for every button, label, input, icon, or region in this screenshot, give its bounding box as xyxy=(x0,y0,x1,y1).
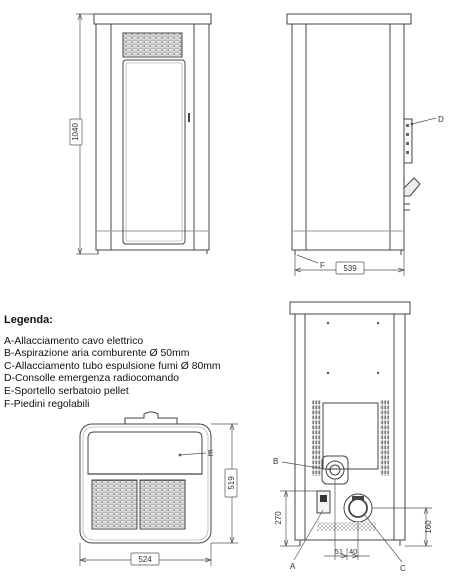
front-top-grille xyxy=(123,33,182,57)
pellet-hopper-lid xyxy=(88,432,202,474)
rear-top-cap xyxy=(290,302,410,314)
legend-item-c: C-Allacciamento tubo espulsione fumi Ø 80mm xyxy=(4,360,221,372)
outlet-height-label: 160 xyxy=(424,520,433,534)
width-dimension-label: 524 xyxy=(138,555,152,564)
front-glass-door xyxy=(123,60,185,244)
top-depth-dimension-label: 519 xyxy=(227,476,236,490)
inlet-height-label: 270 xyxy=(274,511,283,525)
rear-view xyxy=(290,302,410,546)
legend xyxy=(4,314,244,411)
side-top-cap xyxy=(287,14,411,24)
rear-bottom-mesh xyxy=(317,522,376,531)
callout-b-label: B xyxy=(273,457,279,466)
side-body xyxy=(292,24,404,250)
flue-collar xyxy=(125,412,177,424)
air-intake xyxy=(326,461,344,479)
callout-f-label: F xyxy=(320,261,325,270)
depth-dimension-label: 539 xyxy=(343,264,357,273)
legend-item-a: A-Allacciamento cavo elettrico xyxy=(4,335,144,347)
front-top-cap xyxy=(94,14,211,24)
callout-d-leader xyxy=(412,118,436,124)
front-body xyxy=(96,24,209,250)
top-view xyxy=(80,412,214,543)
legend-item-e: E-Sportello serbatoio pellet xyxy=(4,385,129,397)
height-dimension-label: 1040 xyxy=(71,123,80,141)
legend-item-d: D-Consolle emergenza radiocomando xyxy=(4,373,180,385)
callout-c-leader xyxy=(364,514,402,562)
rear-panel xyxy=(323,403,378,469)
callout-f-leader xyxy=(297,255,318,263)
rear-vent-right xyxy=(380,400,389,476)
top-grille-right xyxy=(140,480,185,529)
flue-outlet xyxy=(404,178,420,196)
callout-d-label: D xyxy=(438,115,444,124)
callout-b-leader xyxy=(282,462,331,470)
offset-right-label: 40 xyxy=(349,547,358,556)
callout-c-label: C xyxy=(400,564,406,573)
offset-left-label: 51 xyxy=(334,547,343,556)
callout-a-label: A xyxy=(290,562,296,571)
side-view xyxy=(287,14,420,255)
legend-item-b: B-Aspirazione aria comburente Ø 50mm xyxy=(4,348,190,360)
callout-a-leader xyxy=(294,510,323,560)
legend-item-f: F-Piedini regolabili xyxy=(4,398,90,410)
rear-vent-left xyxy=(312,400,321,476)
legend-title: Legenda: xyxy=(4,314,53,326)
front-view xyxy=(94,14,211,254)
callout-e-label: E xyxy=(208,449,214,458)
top-grille-left xyxy=(92,480,137,529)
